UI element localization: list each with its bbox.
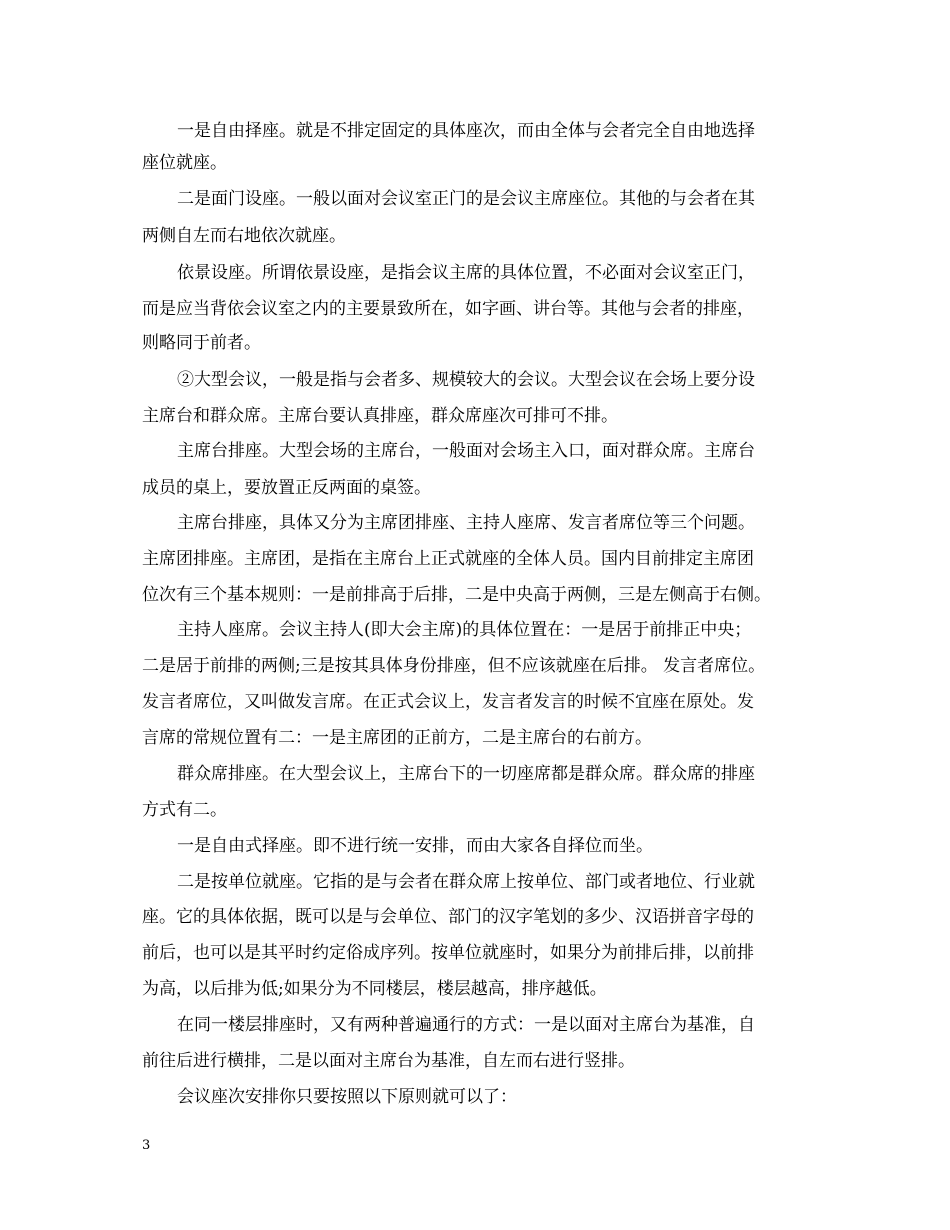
text-line (0, 935, 950, 971)
text-line-content: 一是自由择座。就是不排定固定的具体座次，而由全体与会者完全自由地选择 (177, 121, 755, 141)
text-line (0, 398, 950, 434)
text-line-content: 一是自由式择座。即不进行统一安排，而由大家各自择位而坐。 (177, 836, 653, 856)
text-line (0, 255, 950, 291)
text-line-content: 会议座次安排你只要按照以下原则就可以了： (177, 1087, 517, 1107)
text-line (0, 1043, 950, 1079)
text-line-content: 二是居于前排的两侧;三是按其具体身份排座，但不应该就座在后排。 发言者席位。 (142, 656, 766, 676)
text-line (0, 113, 950, 149)
text-line-content: 主持人座席。会议主持人(即大会主席)的具体位置在：一是居于前排正中央； (177, 620, 752, 640)
text-line-content: 座位就座。 (142, 153, 227, 173)
text-line (0, 577, 950, 613)
text-line (0, 828, 950, 864)
text-line (0, 218, 950, 254)
text-line (0, 971, 950, 1007)
text-line (0, 470, 950, 506)
text-line (0, 505, 950, 541)
text-line (0, 291, 950, 327)
text-line (0, 325, 950, 361)
text-line-content: 主席台排座，具体又分为主席团排座、主持人座席、发言者席位等三个问题。 (177, 513, 755, 533)
text-line (0, 720, 950, 756)
text-line (0, 433, 950, 469)
page-number: 3 (142, 1138, 151, 1153)
text-line (0, 1079, 950, 1115)
text-line (0, 1007, 950, 1043)
text-line-content: 而是应当背依会议室之内的主要景致所在，如字画、讲台等。其他与会者的排座， (142, 299, 754, 319)
text-line-content: 二是按单位就座。它指的是与会者在群众席上按单位、部门或者地位、行业就 (177, 872, 755, 892)
text-line-content: 主席台和群众席。主席台要认真排座，群众席座次可排可不排。 (142, 406, 618, 426)
text-line-content: 方式有二。 (142, 800, 227, 820)
text-line-content: 在同一楼层排座时，又有两种普遍通行的方式：一是以面对主席台为基准，自 (177, 1015, 755, 1035)
text-line (0, 541, 950, 577)
text-line (0, 362, 950, 398)
text-line (0, 864, 950, 900)
text-line-content: 两侧自左而右地依次就座。 (142, 226, 346, 246)
text-line (0, 145, 950, 181)
text-line-content: 主席台排座。大型会场的主席台，一般面对会场主入口，面对群众席。主席台 (177, 441, 755, 461)
text-line (0, 648, 950, 684)
text-line-content: 依景设座。所谓依景设座，是指会议主席的具体位置，不必面对会议室正门， (177, 263, 755, 283)
text-line (0, 181, 950, 217)
text-line-content: 座。它的具体依据，既可以是与会单位、部门的汉字笔划的多少、汉语拼音字母的 (142, 907, 754, 927)
text-line-content: 为高，以后排为低;如果分为不同楼层，楼层越高，排序越低。 (142, 979, 607, 999)
text-line-content: 言席的常规位置有二：一是主席团的正前方，二是主席台的右前方。 (142, 728, 652, 748)
text-line-content: 主席团排座。主席团，是指在主席台上正式就座的全体人员。国内目前排定主席团 (142, 549, 754, 569)
text-line-content: ②大型会议，一般是指与会者多、规模较大的会议。大型会议在会场上要分设 (177, 370, 755, 390)
text-line-content: 成员的桌上，要放置正反两面的桌签。 (142, 478, 431, 498)
text-line-content: 二是面门设座。一般以面对会议室正门的是会议主席座位。其他的与会者在其 (177, 189, 755, 209)
text-line-content: 前后，也可以是其平时约定俗成序列。按单位就座时，如果分为前排后排，以前排 (142, 943, 754, 963)
text-line (0, 756, 950, 792)
text-line-content: 前往后进行横排，二是以面对主席台为基准，自左而右进行竖排。 (142, 1051, 635, 1071)
text-line (0, 792, 950, 828)
text-line (0, 899, 950, 935)
text-line-content: 发言者席位，又叫做发言席。在正式会议上，发言者发言的时候不宜座在原处。发 (142, 692, 754, 712)
text-line-content: 则略同于前者。 (142, 333, 261, 353)
text-line (0, 684, 950, 720)
text-line-content: 位次有三个基本规则：一是前排高于后排，二是中央高于两侧，三是左侧高于右侧。 (142, 585, 771, 605)
text-line-content: 群众席排座。在大型会议上，主席台下的一切座席都是群众席。群众席的排座 (177, 764, 755, 784)
text-line (0, 612, 950, 648)
